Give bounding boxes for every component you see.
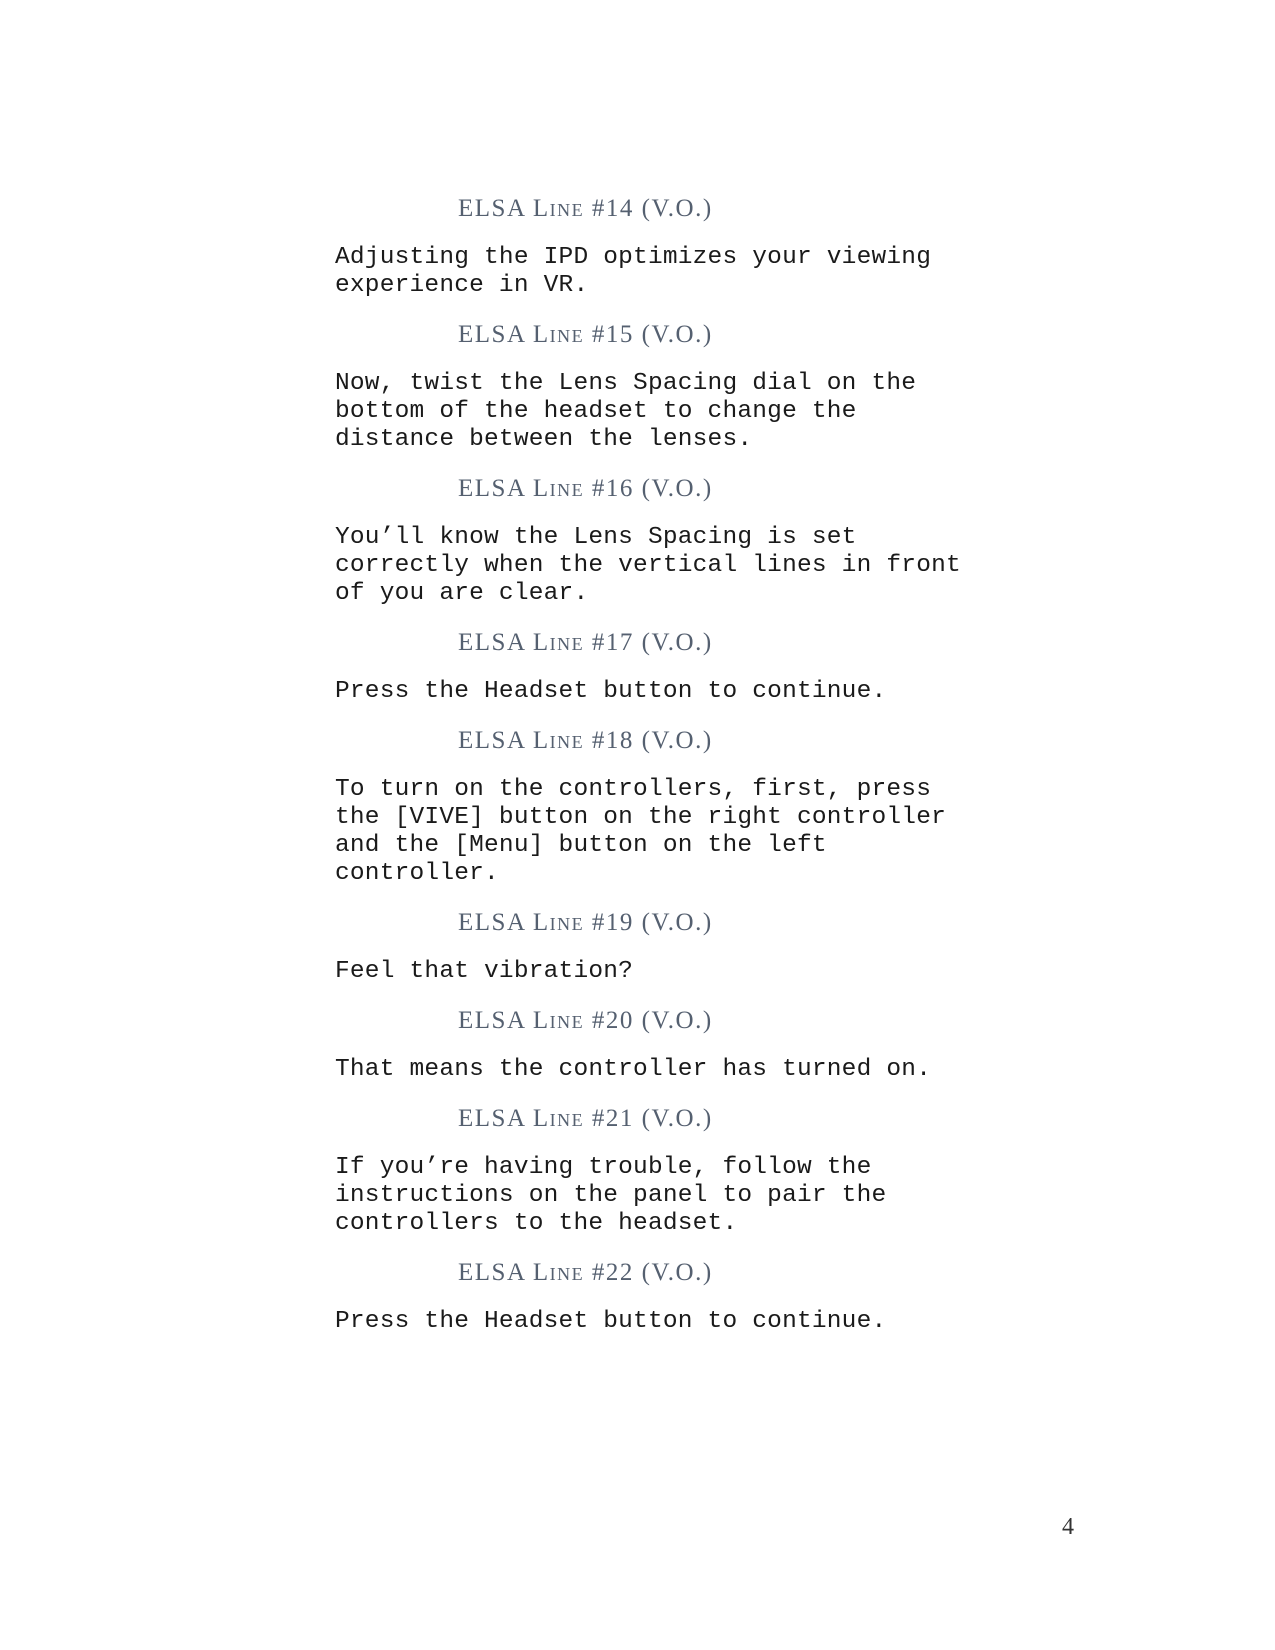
cue-word: Line bbox=[532, 1007, 585, 1034]
cue-extension: (V.O.) bbox=[641, 909, 713, 936]
cue-extension: (V.O.) bbox=[641, 1105, 713, 1132]
cue-number: #16 bbox=[591, 475, 634, 502]
cue-extension: (V.O.) bbox=[641, 321, 713, 348]
cue-number: #22 bbox=[591, 1259, 634, 1286]
cue-extension: (V.O.) bbox=[641, 195, 713, 222]
character-cue bbox=[458, 321, 1015, 349]
cue-character: ELSA bbox=[458, 1007, 526, 1034]
dialogue-text: Press the Headset button to continue. bbox=[335, 1308, 887, 1335]
dialogue-text: To turn on the controllers, first, press the [VIVE] button on the right controller and the [Menu] button on the left controller. bbox=[335, 776, 946, 887]
cue-character: ELSA bbox=[458, 629, 526, 656]
cue-word: Line bbox=[532, 321, 585, 348]
cue-character: ELSA bbox=[458, 727, 526, 754]
cue-word: Line bbox=[532, 1259, 585, 1286]
cue-character: ELSA bbox=[458, 1259, 526, 1286]
script-block bbox=[335, 727, 1015, 888]
cue-character: ELSA bbox=[458, 321, 526, 348]
character-cue bbox=[458, 629, 1015, 657]
cue-extension: (V.O.) bbox=[641, 629, 713, 656]
cue-number: #21 bbox=[591, 1105, 634, 1132]
character-cue bbox=[458, 1259, 1015, 1287]
dialogue-text: Feel that vibration? bbox=[335, 958, 634, 985]
cue-number: #17 bbox=[591, 629, 634, 656]
cue-number: #14 bbox=[591, 195, 634, 222]
script-block bbox=[335, 1259, 1015, 1336]
cue-word: Line bbox=[532, 629, 585, 656]
cue-character: ELSA bbox=[458, 475, 526, 502]
cue-number: #18 bbox=[591, 727, 634, 754]
dialogue-text: Adjusting the IPD optimizes your viewing experience in VR. bbox=[335, 244, 932, 299]
cue-extension: (V.O.) bbox=[641, 1259, 713, 1286]
dialogue-text: If you’re having trouble, follow the instructions on the panel to pair the controllers to the headset. bbox=[335, 1154, 887, 1237]
cue-character: ELSA bbox=[458, 195, 526, 222]
cue-extension: (V.O.) bbox=[641, 727, 713, 754]
character-cue bbox=[458, 475, 1015, 503]
cue-word: Line bbox=[532, 727, 585, 754]
dialogue-text: You’ll know the Lens Spacing is set correctly when the vertical lines in front of you are clear. bbox=[335, 524, 961, 607]
script-block bbox=[335, 1105, 1015, 1238]
cue-extension: (V.O.) bbox=[641, 1007, 713, 1034]
cue-number: #20 bbox=[591, 1007, 634, 1034]
script-body bbox=[335, 195, 1015, 1357]
script-block bbox=[335, 1007, 1015, 1084]
script-block bbox=[335, 629, 1015, 706]
script-block bbox=[335, 909, 1015, 986]
character-cue bbox=[458, 727, 1015, 755]
dialogue-text: Now, twist the Lens Spacing dial on the bottom of the headset to change the distance between the lenses. bbox=[335, 370, 917, 453]
cue-extension: (V.O.) bbox=[641, 475, 713, 502]
script-block bbox=[335, 475, 1015, 608]
cue-number: #19 bbox=[591, 909, 634, 936]
character-cue bbox=[458, 1105, 1015, 1133]
cue-character: ELSA bbox=[458, 1105, 526, 1132]
script-block bbox=[335, 195, 1015, 300]
character-cue bbox=[458, 195, 1015, 223]
script-block bbox=[335, 321, 1015, 454]
cue-word: Line bbox=[532, 1105, 585, 1132]
cue-word: Line bbox=[532, 475, 585, 502]
page-number: 4 bbox=[1062, 1514, 1074, 1540]
cue-character: ELSA bbox=[458, 909, 526, 936]
cue-word: Line bbox=[532, 195, 585, 222]
cue-number: #15 bbox=[591, 321, 634, 348]
character-cue bbox=[458, 909, 1015, 937]
character-cue bbox=[458, 1007, 1015, 1035]
dialogue-text: That means the controller has turned on. bbox=[335, 1056, 932, 1083]
dialogue-text: Press the Headset button to continue. bbox=[335, 678, 887, 705]
cue-word: Line bbox=[532, 909, 585, 936]
